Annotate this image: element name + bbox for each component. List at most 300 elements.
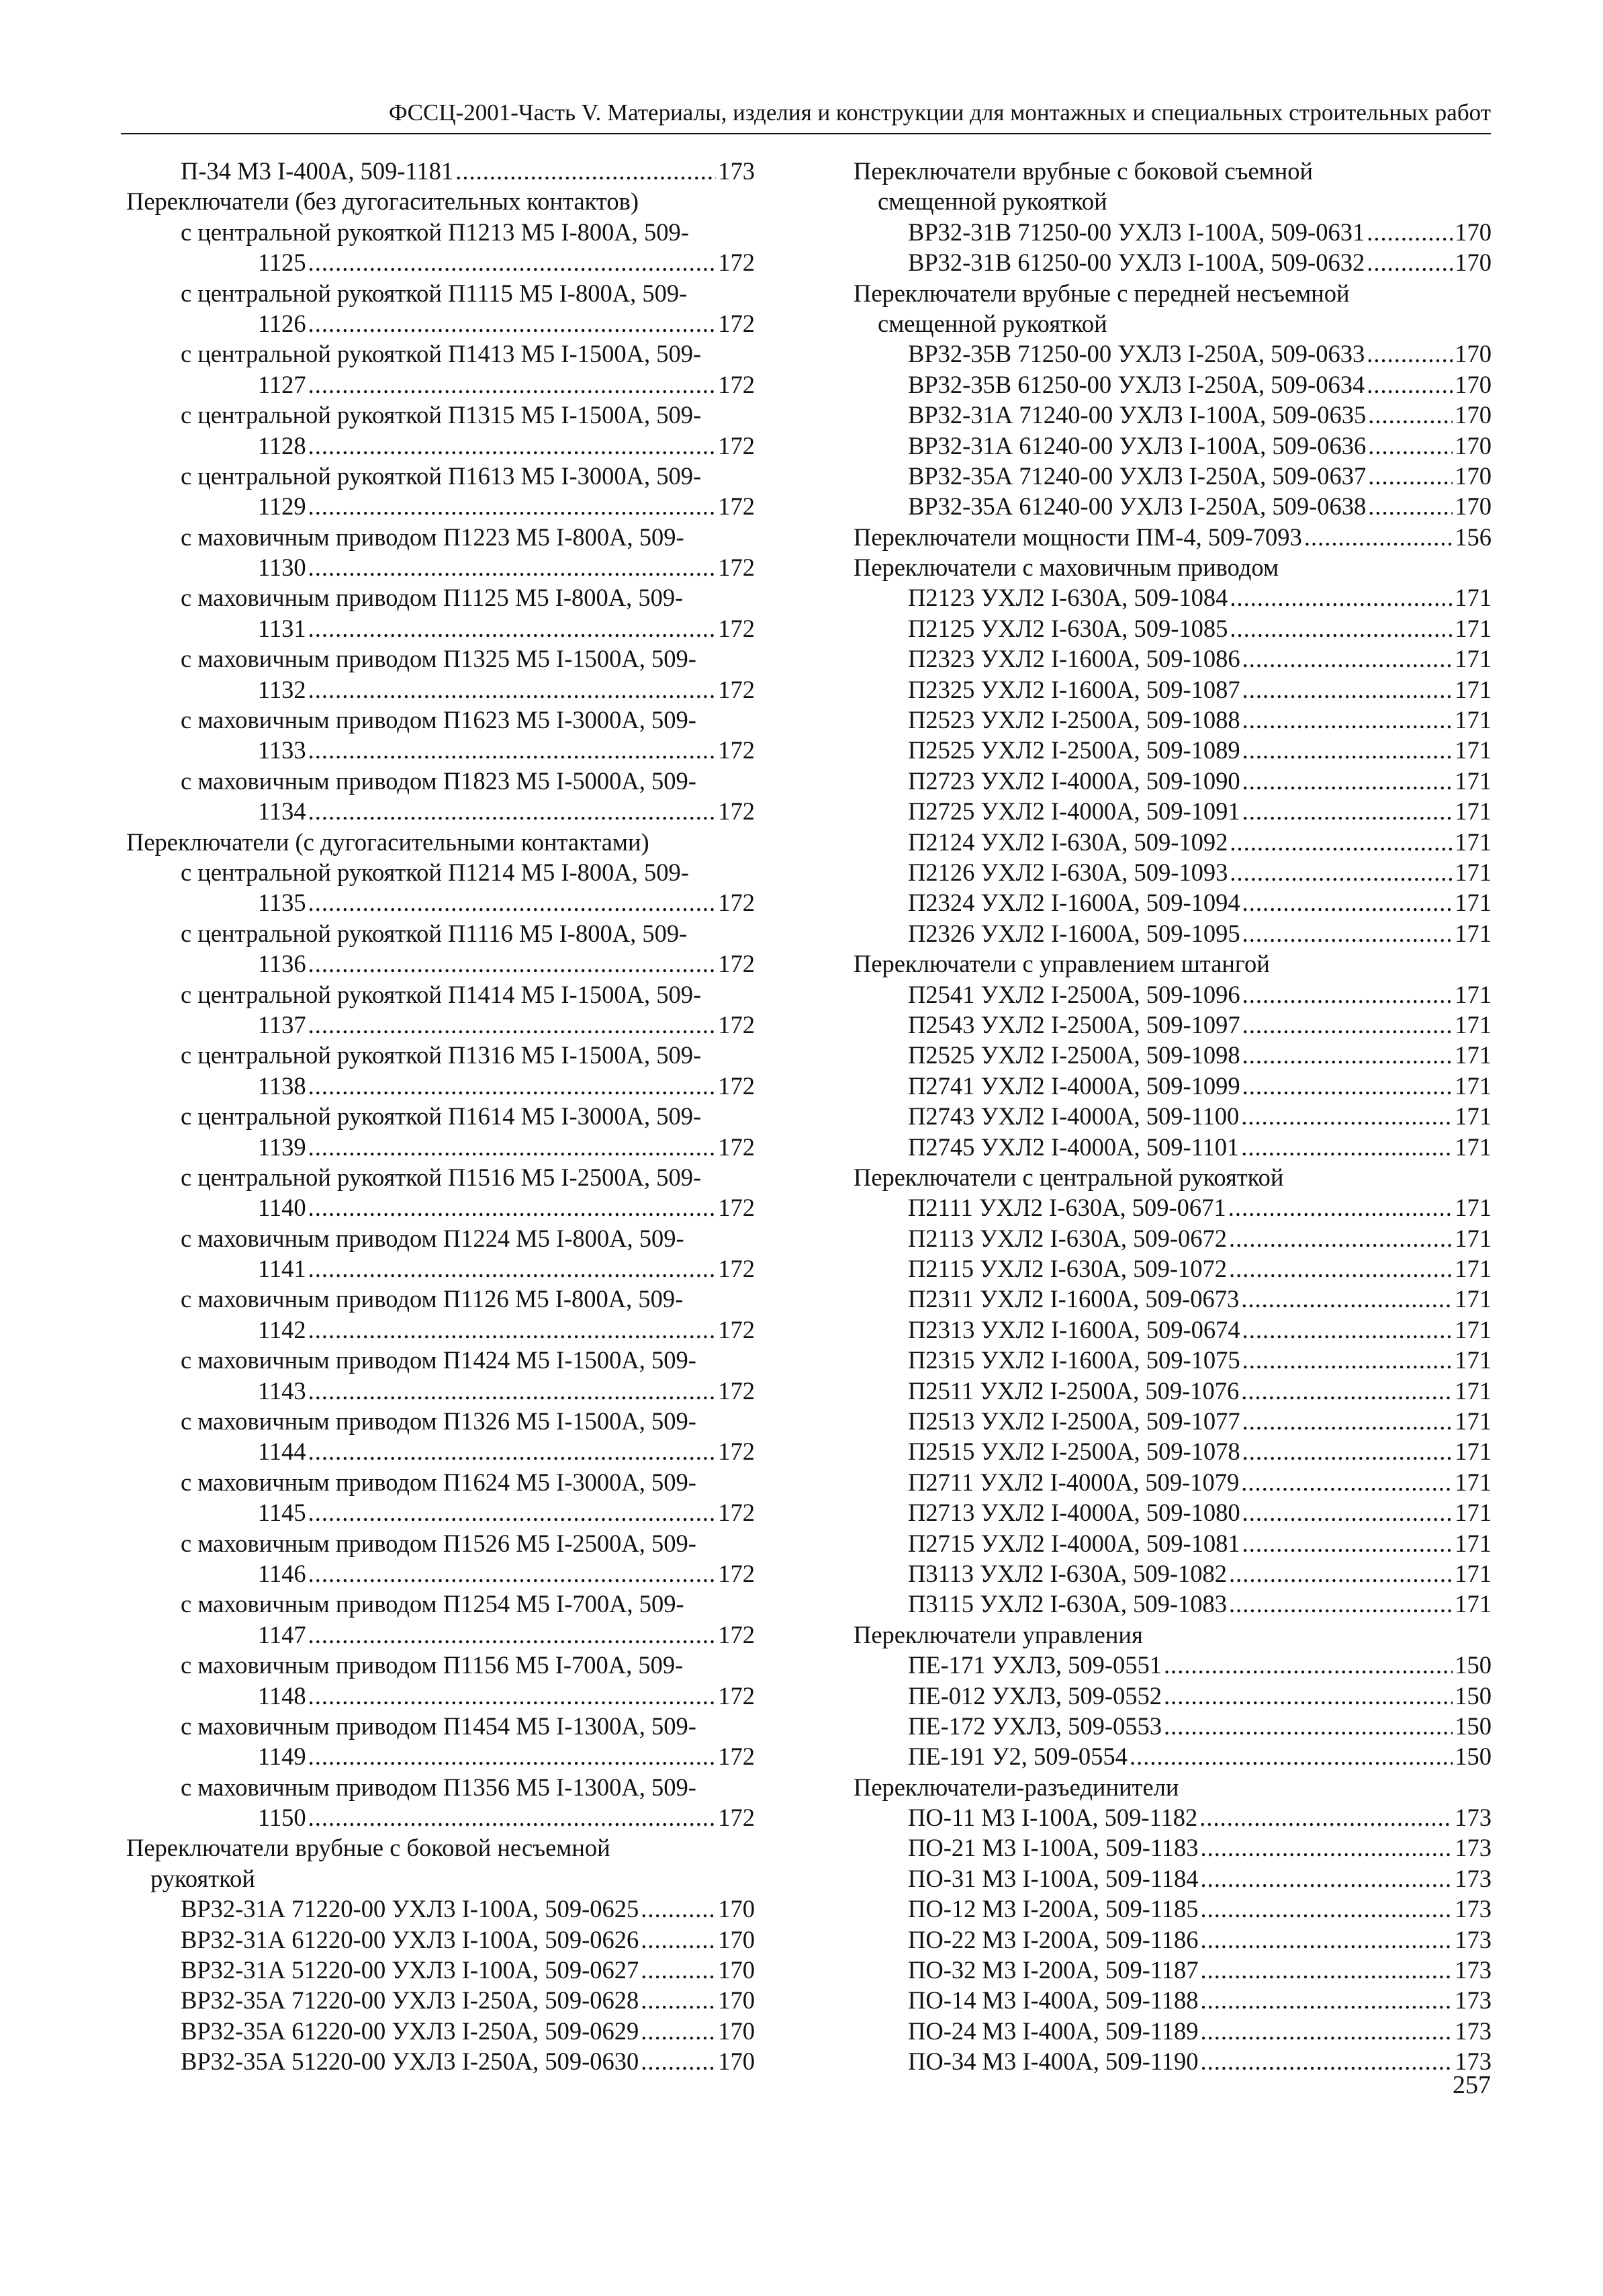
entry-text: П2525 УХЛ2 I-2500А, 509-1089: [908, 736, 1240, 764]
entry-text: П2326 УХЛ2 I-1600А, 509-1095: [908, 919, 1240, 947]
index-entry: с центральной рукояткой П1116 М5 I-800А, 509-: [181, 919, 688, 947]
dot-leader: [1368, 400, 1453, 430]
dot-leader: [1242, 1315, 1453, 1345]
entry-page-number: 150: [1455, 1742, 1492, 1771]
entry-text: 1127: [258, 370, 306, 398]
dot-leader: [1130, 1741, 1453, 1771]
dot-leader: [308, 948, 717, 979]
entry-page-number: 171: [1455, 1315, 1492, 1343]
dot-leader: [308, 1558, 717, 1589]
index-heading: Переключатели управления: [854, 1620, 1143, 1648]
entry-page-number: 170: [718, 2017, 755, 2045]
dot-leader: [1242, 1071, 1453, 1101]
entry-text: 1145: [258, 1499, 306, 1527]
dot-leader: [1367, 217, 1453, 247]
index-entry: [854, 887, 1492, 918]
index-entry: [854, 705, 1492, 735]
index-entry: с центральной рукояткой П1414 М5 I-1500А, 509-: [181, 980, 702, 1008]
entry-text: П2111 УХЛ2 I-630А, 509-0671: [908, 1194, 1226, 1222]
entry-text: П2124 УХЛ2 I-630А, 509-1092: [908, 828, 1228, 856]
entry-page-number: 172: [718, 1133, 755, 1161]
entry-page-number: 171: [1455, 1285, 1492, 1313]
entry-text: ПЕ-172 УХЛ3, 509-0553: [908, 1712, 1162, 1740]
index-entry: [854, 1467, 1492, 1497]
dot-leader: [1241, 1132, 1453, 1162]
entry-page-number: 171: [1455, 1102, 1492, 1131]
index-entry-continuation: [126, 308, 755, 339]
entry-page-number: 171: [1455, 1346, 1492, 1374]
dot-leader: [1368, 431, 1453, 461]
index-entry: с маховичным приводом П1223 М5 I-800А, 509-: [181, 523, 684, 551]
entry-page-number: 170: [1455, 370, 1492, 398]
dot-leader: [308, 887, 717, 918]
index-entry-continuation: [126, 369, 755, 400]
entry-text: Переключатели мощности ПМ-4, 509-7093: [854, 523, 1302, 551]
index-heading: Переключатели-разъединители: [854, 1773, 1179, 1801]
entry-page-number: 172: [718, 554, 755, 582]
entry-text: П2323 УХЛ2 I-1600А, 509-1086: [908, 645, 1240, 673]
entry-page-number: 171: [1455, 1255, 1492, 1283]
dot-leader: [1242, 1406, 1453, 1436]
entry-page-number: 173: [1455, 2017, 1492, 2045]
entry-page-number: 170: [1455, 249, 1492, 277]
entry-text: П2723 УХЛ2 I-4000А, 509-1090: [908, 766, 1240, 795]
dot-leader: [1242, 1345, 1453, 1375]
dot-leader: [1230, 582, 1453, 613]
index-entry: [854, 339, 1492, 369]
entry-text: ВР32-35А 61240-00 УХЛ3 I-250А, 509-0638: [908, 492, 1367, 521]
entry-page-number: 171: [1455, 1590, 1492, 1618]
index-entry: с центральной рукояткой П1316 М5 I-1500А, 509-: [181, 1041, 702, 1069]
dot-leader: [308, 431, 717, 461]
entry-text: 1148: [258, 1681, 306, 1710]
index-entry: с центральной рукояткой П1213 М5 I-800А, 509-: [181, 218, 689, 246]
dot-leader: [308, 1436, 717, 1466]
entry-text: ПО-14 М3 I-400А, 509-1188: [908, 1986, 1199, 2015]
index-entry: [854, 674, 1492, 705]
dot-leader: [1201, 1925, 1453, 1955]
entry-text: 1142: [258, 1315, 306, 1343]
index-entry: [854, 1376, 1492, 1406]
entry-page-number: 150: [1455, 1681, 1492, 1710]
index-entry: с центральной рукояткой П1613 М5 I-3000А, 509-: [181, 461, 702, 490]
index-entry: [854, 582, 1492, 613]
index-entry: [854, 1955, 1492, 1985]
dot-leader: [1242, 1436, 1453, 1466]
dot-leader: [1201, 2046, 1453, 2076]
entry-text: 1134: [258, 797, 306, 826]
entry-text: ВР32-35А 71240-00 УХЛ3 I-250А, 509-0637: [908, 461, 1367, 490]
entry-text: 1128: [258, 431, 306, 459]
entry-text: 1146: [258, 1559, 306, 1587]
index-entry-continuation: [126, 674, 755, 705]
entry-text: ВР32-31А 61220-00 УХЛ3 I-100А, 509-0626: [181, 1925, 639, 1953]
dot-leader: [1230, 857, 1453, 887]
index-entry: [854, 827, 1492, 857]
entry-page-number: 171: [1455, 675, 1492, 703]
entry-text: П2743 УХЛ2 I-4000А, 509-1100: [908, 1102, 1240, 1131]
dot-leader: [1201, 1833, 1453, 1863]
dot-leader: [1242, 1497, 1453, 1528]
entry-text: 1125: [258, 249, 306, 277]
dot-leader: [641, 2016, 716, 2046]
index-entry: с маховичным приводом П1526 М5 I-2500А, 509-: [181, 1529, 696, 1557]
entry-text: ПО-11 М3 I-100А, 509-1182: [908, 1804, 1198, 1832]
entry-page-number: 171: [1455, 645, 1492, 673]
entry-page-number: 173: [1455, 2047, 1492, 2076]
entry-page-number: 171: [1455, 1438, 1492, 1466]
entry-text: П2325 УХЛ2 I-1600А, 509-1087: [908, 675, 1240, 703]
entry-page-number: 171: [1455, 766, 1492, 795]
dot-leader: [1367, 247, 1453, 277]
dot-leader: [1242, 705, 1453, 735]
index-entry: [126, 1955, 755, 1985]
dot-leader: [1242, 735, 1453, 765]
index-heading: Переключатели врубные с боковой несъемной: [126, 1834, 610, 1862]
index-entry: [854, 857, 1492, 887]
dot-leader: [1201, 2016, 1453, 2046]
entry-page-number: 172: [718, 1010, 755, 1039]
index-entry: [854, 247, 1492, 277]
entry-page-number: 172: [718, 1376, 755, 1405]
entry-page-number: 173: [1455, 1956, 1492, 1984]
index-entry: [854, 1863, 1492, 1894]
entry-text: ПО-12 М3 I-200А, 509-1185: [908, 1895, 1199, 1923]
index-entry: [854, 1589, 1492, 1619]
dot-leader: [1229, 1253, 1453, 1284]
index-entry-continuation: [126, 1253, 755, 1284]
index-entry: [854, 1528, 1492, 1558]
index-entry: [854, 1132, 1492, 1162]
index-heading-continuation: рукояткой: [150, 1864, 255, 1892]
dot-leader: [1368, 461, 1453, 491]
index-entry: [126, 1925, 755, 1955]
index-entry: [854, 1925, 1492, 1955]
entry-page-number: 171: [1455, 1468, 1492, 1496]
entry-text: 1135: [258, 889, 306, 917]
dot-leader: [308, 1192, 717, 1223]
entry-page-number: 171: [1455, 584, 1492, 612]
index-entry: [854, 400, 1492, 430]
index-entry: [854, 1192, 1492, 1223]
dot-leader: [1229, 1558, 1453, 1589]
index-entry: [854, 1253, 1492, 1284]
index-entry-continuation: [126, 735, 755, 765]
dot-leader: [1241, 1284, 1453, 1314]
index-entry: [854, 1010, 1492, 1040]
index-heading: Переключатели с управлением штангой: [854, 950, 1270, 978]
dot-leader: [308, 552, 717, 582]
entry-text: П2745 УХЛ2 I-4000А, 509-1101: [908, 1133, 1240, 1161]
entry-page-number: 171: [1455, 1071, 1492, 1100]
index-entry: [854, 1406, 1492, 1436]
dot-leader: [1242, 674, 1453, 705]
index-entry-continuation: [126, 1315, 755, 1345]
entry-text: ПО-22 М3 I-200А, 509-1186: [908, 1925, 1199, 1953]
entry-page-number: 171: [1455, 797, 1492, 826]
index-entry: с маховичным приводом П1424 М5 I-1500А, 509-: [181, 1346, 696, 1374]
entry-text: 1136: [258, 950, 306, 978]
entry-page-number: 173: [1455, 1895, 1492, 1923]
dot-leader: [308, 1741, 717, 1771]
entry-page-number: 171: [1455, 1407, 1492, 1436]
index-entry-continuation: [126, 1497, 755, 1528]
entry-page-number: 172: [718, 950, 755, 978]
index-entry-continuation: [126, 1192, 755, 1223]
index-entry: с маховичным приводом П1326 М5 I-1500А, 509-: [181, 1407, 696, 1436]
entry-text: П2741 УХЛ2 I-4000А, 509-1099: [908, 1071, 1240, 1100]
entry-page-number: 171: [1455, 1559, 1492, 1587]
entry-page-number: 170: [1455, 340, 1492, 368]
entry-text: П2125 УХЛ2 I-630А, 509-1085: [908, 614, 1228, 642]
index-entry: с маховичным приводом П1325 М5 I-1500А, 509-: [181, 645, 696, 673]
entry-text: П2725 УХЛ2 I-4000А, 509-1091: [908, 797, 1240, 826]
entry-text: П2311 УХЛ2 I-1600А, 509-0673: [908, 1285, 1240, 1313]
index-entry: [854, 1436, 1492, 1466]
entry-text: ПО-32 М3 I-200А, 509-1187: [908, 1956, 1199, 1984]
entry-text: П3113 УХЛ2 I-630А, 509-1082: [908, 1559, 1228, 1587]
entry-text: ВР32-31А 51220-00 УХЛ3 I-100А, 509-0627: [181, 1956, 639, 1984]
index-entry: [854, 918, 1492, 948]
entry-text: 1150: [258, 1804, 306, 1832]
entry-page-number: 173: [1455, 1804, 1492, 1832]
index-entry-continuation: [126, 247, 755, 277]
entry-text: П2715 УХЛ2 I-4000А, 509-1081: [908, 1529, 1240, 1557]
entry-page-number: 171: [1455, 1010, 1492, 1039]
entry-text: П2113 УХЛ2 I-630А, 509-0672: [908, 1224, 1228, 1252]
index-entry-continuation: [126, 1010, 755, 1040]
index-entry: [126, 156, 755, 186]
entry-text: П-34 М3 I-400А, 509-1181: [181, 157, 454, 185]
entry-text: 1149: [258, 1742, 306, 1771]
dot-leader: [1241, 1376, 1453, 1406]
index-entry-continuation: [126, 1620, 755, 1650]
entry-page-number: 172: [718, 1681, 755, 1710]
entry-page-number: 171: [1455, 1376, 1492, 1405]
index-entry: [854, 369, 1492, 400]
entry-text: П2313 УХЛ2 I-1600А, 509-0674: [908, 1315, 1240, 1343]
dot-leader: [1304, 522, 1453, 552]
index-entry-continuation: [126, 1681, 755, 1711]
entry-text: 1137: [258, 1010, 306, 1039]
index-entry: с маховичным приводом П1125 М5 I-800А, 509-: [181, 584, 684, 612]
dot-leader: [308, 491, 717, 521]
index-entry: [854, 1985, 1492, 2015]
dot-leader: [308, 735, 717, 765]
index-entry: с центральной рукояткой П1315 М5 I-1500А, 509-: [181, 401, 702, 429]
entry-page-number: 173: [1455, 1986, 1492, 2015]
index-entry: [854, 1681, 1492, 1711]
page-number: 257: [1453, 2071, 1491, 2099]
entry-page-number: 172: [718, 797, 755, 826]
dot-leader: [1201, 1863, 1453, 1894]
entry-page-number: 150: [1455, 1651, 1492, 1679]
entry-page-number: 172: [718, 1315, 755, 1343]
index-heading-continuation: смещенной рукояткой: [878, 309, 1107, 337]
entry-page-number: 171: [1455, 919, 1492, 947]
index-entry-continuation: [126, 796, 755, 826]
entry-page-number: 156: [1455, 523, 1492, 551]
entry-text: ВР32-35В 71250-00 УХЛ3 I-250А, 509-0633: [908, 340, 1365, 368]
entry-page-number: 171: [1455, 1133, 1492, 1161]
index-entry: с центральной рукояткой П1516 М5 I-2500А, 509-: [181, 1163, 702, 1191]
index-entry: с центральной рукояткой П1214 М5 I-800А, 509-: [181, 858, 689, 886]
dot-leader: [308, 1497, 717, 1528]
entry-text: ПЕ-012 УХЛ3, 509-0552: [908, 1681, 1162, 1710]
entry-page-number: 172: [718, 1804, 755, 1832]
dot-leader: [308, 613, 717, 644]
entry-text: 1133: [258, 736, 306, 764]
entry-page-number: 170: [1455, 401, 1492, 429]
index-entry-continuation: [126, 1376, 755, 1406]
index-entry: с центральной рукояткой П1614 М5 I-3000А, 509-: [181, 1102, 702, 1131]
index-entry: [854, 1345, 1492, 1375]
dot-leader: [1368, 491, 1453, 521]
entry-text: 1130: [258, 554, 306, 582]
entry-page-number: 150: [1455, 1712, 1492, 1740]
index-entry: [126, 2046, 755, 2076]
entry-text: ПО-31 М3 I-100А, 509-1184: [908, 1864, 1199, 1892]
dot-leader: [1242, 766, 1453, 796]
index-entry-continuation: [126, 948, 755, 979]
entry-text: ПО-24 М3 I-400А, 509-1189: [908, 2017, 1199, 2045]
entry-page-number: 172: [718, 431, 755, 459]
entry-text: ПО-34 М3 I-400А, 509-1190: [908, 2047, 1199, 2076]
index-entry: [854, 1650, 1492, 1680]
entry-text: П2523 УХЛ2 I-2500А, 509-1088: [908, 706, 1240, 734]
entry-page-number: 173: [1455, 1864, 1492, 1892]
entry-page-number: 170: [718, 1925, 755, 1953]
dot-leader: [1242, 796, 1453, 826]
dot-leader: [308, 1681, 717, 1711]
entry-page-number: 170: [1455, 218, 1492, 246]
entry-text: П2513 УХЛ2 I-2500А, 509-1077: [908, 1407, 1240, 1436]
entry-page-number: 171: [1455, 736, 1492, 764]
entry-page-number: 172: [718, 1620, 755, 1648]
entry-page-number: 171: [1455, 1529, 1492, 1557]
index-entry-continuation: [126, 491, 755, 521]
index-heading: [854, 522, 1492, 552]
index-entry: [854, 491, 1492, 521]
entry-page-number: 173: [718, 157, 755, 185]
entry-page-number: 172: [718, 1438, 755, 1466]
index-entry: с маховичным приводом П1254 М5 I-700А, 509-: [181, 1590, 684, 1618]
entry-text: 1141: [258, 1255, 306, 1283]
dot-leader: [1230, 827, 1453, 857]
entry-text: 1139: [258, 1133, 306, 1161]
index-entry: [854, 1741, 1492, 1771]
index-entry: с маховичным приводом П1156 М5 I-700А, 509-: [181, 1651, 684, 1679]
index-entry: [854, 1802, 1492, 1833]
index-heading: Переключатели с маховичным приводом: [854, 554, 1279, 582]
entry-text: П3115 УХЛ2 I-630А, 509-1083: [908, 1590, 1228, 1618]
entry-page-number: 173: [1455, 1925, 1492, 1953]
index-heading-continuation: смещенной рукояткой: [878, 187, 1107, 216]
dot-leader: [1164, 1650, 1453, 1680]
index-heading: Переключатели с центральной рукояткой: [854, 1163, 1284, 1191]
entry-text: П2711 УХЛ2 I-4000А, 509-1079: [908, 1468, 1240, 1496]
dot-leader: [308, 247, 717, 277]
dot-leader: [1367, 369, 1453, 400]
index-entry: [854, 1315, 1492, 1345]
dot-leader: [1229, 1223, 1453, 1253]
index-entry: [854, 979, 1492, 1010]
entry-page-number: 171: [1455, 706, 1492, 734]
dot-leader: [308, 1315, 717, 1345]
entry-page-number: 172: [718, 249, 755, 277]
index-entry: [854, 766, 1492, 796]
dot-leader: [1242, 1040, 1453, 1070]
index-entry: [126, 1985, 755, 2015]
index-entry-continuation: [126, 1071, 755, 1101]
dot-leader: [1242, 644, 1453, 674]
index-entry: [854, 735, 1492, 765]
entry-page-number: 170: [718, 1895, 755, 1923]
index-heading: Переключатели врубные с боковой съемной: [854, 157, 1314, 185]
index-entry-continuation: [126, 1558, 755, 1589]
index-entry-continuation: [126, 1741, 755, 1771]
dot-leader: [308, 796, 717, 826]
entry-text: ПЕ-171 УХЛ3, 509-0551: [908, 1651, 1162, 1679]
entry-text: П2123 УХЛ2 I-630А, 509-1084: [908, 584, 1228, 612]
entry-page-number: 170: [718, 2047, 755, 2076]
entry-page-number: 171: [1455, 1194, 1492, 1222]
index-entry: с центральной рукояткой П1115 М5 I-800А, 509-: [181, 279, 688, 307]
dot-leader: [641, 1955, 716, 1985]
dot-leader: [308, 308, 717, 339]
entry-text: ВР32-35А 51220-00 УХЛ3 I-250А, 509-0630: [181, 2047, 639, 2076]
index-entry: [854, 1284, 1492, 1314]
dot-leader: [308, 1132, 717, 1162]
index-entry-continuation: [126, 431, 755, 461]
entry-text: П2324 УХЛ2 I-1600А, 509-1094: [908, 889, 1240, 917]
dot-leader: [641, 1985, 716, 2015]
entry-page-number: 170: [718, 1986, 755, 2015]
entry-text: 1129: [258, 492, 306, 521]
index-entry: с маховичным приводом П1454 М5 I-1300А, 509-: [181, 1712, 696, 1740]
index-entry: с маховичным приводом П1224 М5 I-800А, 509-: [181, 1224, 684, 1252]
entry-page-number: 172: [718, 889, 755, 917]
index-entry: [854, 431, 1492, 461]
index-entry-continuation: [126, 552, 755, 582]
index-entry: [126, 1894, 755, 1924]
index-entry: [854, 2016, 1492, 2046]
entry-page-number: 170: [1455, 492, 1492, 521]
entry-page-number: 171: [1455, 889, 1492, 917]
index-entry-continuation: [126, 1802, 755, 1833]
entry-page-number: 172: [718, 1559, 755, 1587]
index-entry: [854, 1894, 1492, 1924]
dot-leader: [308, 1071, 717, 1101]
index-entry: [854, 1833, 1492, 1863]
entry-text: 1126: [258, 309, 306, 337]
index-entry: [854, 1040, 1492, 1070]
entry-page-number: 171: [1455, 1224, 1492, 1252]
entry-text: 1131: [258, 614, 306, 642]
index-entry: [854, 1223, 1492, 1253]
index-entry-continuation: [126, 887, 755, 918]
dot-leader: [1241, 1101, 1453, 1131]
entry-text: ВР32-31А 71240-00 УХЛ3 I-100А, 509-0635: [908, 401, 1367, 429]
entry-text: ВР32-35А 71220-00 УХЛ3 I-250А, 509-0628: [181, 1986, 639, 2015]
index-entry: [854, 613, 1492, 644]
entry-text: ПО-21 М3 I-100А, 509-1183: [908, 1834, 1199, 1862]
entry-text: П2315 УХЛ2 I-1600А, 509-1075: [908, 1346, 1240, 1374]
index-entry: с маховичным приводом П1356 М5 I-1300А, 509-: [181, 1773, 696, 1801]
dot-leader: [1242, 979, 1453, 1010]
index-heading: Переключатели врубные с передней несъемной: [854, 279, 1350, 307]
entry-page-number: 171: [1455, 980, 1492, 1008]
